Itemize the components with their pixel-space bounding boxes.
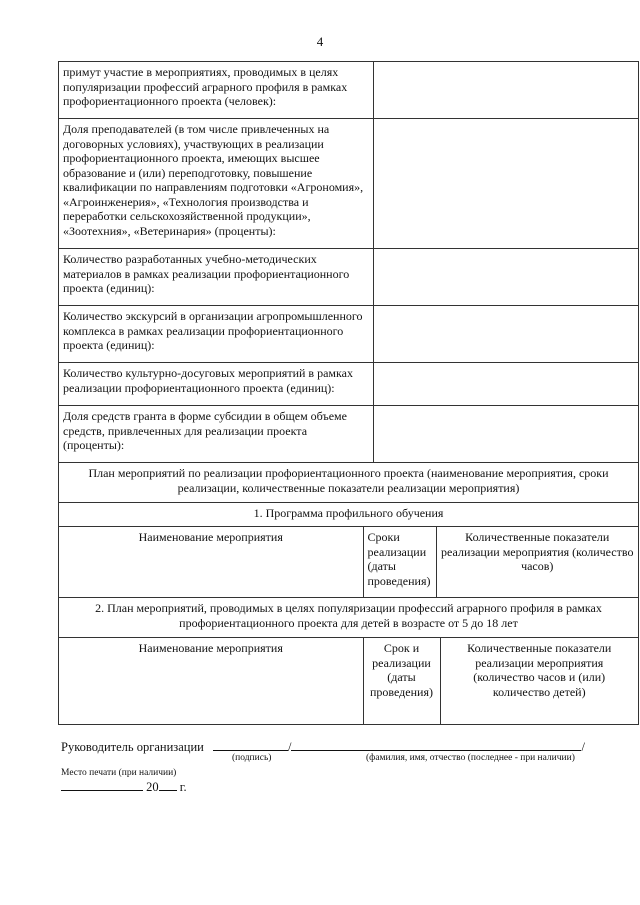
page-number: 4 [316,34,324,49]
indicator-row [59,62,639,119]
section2-col-qty: Количественные показатели реализации мероприятия (количество часов и (или) количество детей) [467,641,612,699]
section2-title: 2. План мероприятий, проводимых в целях популяризации профессий аграрного профиля в рамках профориентационного проекта для детей в возрасте от 5 до 18 лет [59,598,639,638]
section1-title: 1. Программа профильного обучения [59,503,639,527]
indicator-label: Количество разработанных учебно-методических материалов в рамках реализации профориентационного проекта (единиц): [59,249,374,306]
head-label: Руководитель организации [61,740,204,754]
stamp-caption: Место печати (при наличии) [61,768,177,778]
indicator-value[interactable] [374,363,639,406]
indicator-label: Количество культурно-досуговых мероприятий в рамках реализации профориентационного проекта (единиц): [59,363,374,406]
name-field[interactable] [291,738,581,751]
indicator-row [59,406,639,463]
section1-col-name: Наименование мероприятия [59,527,363,597]
signature-field[interactable] [213,738,288,751]
date-field[interactable] [61,778,143,791]
section1-col-dates: Сроки реализации (даты проведения) [363,527,436,597]
section1-table [59,527,638,597]
year-suffix: г. [179,780,187,794]
section2-table [59,638,638,724]
section1-col-qty: Количественные показатели реализации мероприятия (количество часов) [441,530,634,573]
signature-line: Руководитель организации / / [61,740,585,754]
name-caption: (фамилия, имя, отчество (последнее - при наличии) [366,753,575,763]
indicator-value[interactable] [374,306,639,363]
section2-col-name: Наименование мероприятия [59,638,363,724]
indicator-row [59,119,639,249]
grant-form-table [58,61,639,725]
indicator-row [59,363,639,406]
signature-caption: (подпись) [232,753,272,763]
plan-header: План мероприятий по реализации профориентационного проекта (наименование мероприятия, сроки реализации, количественные показатели реализации мероприятия) [59,463,639,503]
indicator-value[interactable] [374,119,639,249]
indicator-label: примут участие в мероприятиях, проводимых в целях популяризации профессий аграрного профиля в рамках профориентационного проекта (человек): [59,62,374,119]
date-line [61,778,187,795]
indicator-row [59,306,639,363]
year-prefix: 20 [146,780,159,794]
section2-col-dates: Срок и реализации (даты проведения) [363,638,440,724]
indicator-label: Доля преподавателей (в том числе привлеченных на договорных условиях), участвующих в реализации профориентационного проекта, имеющих высшее образование и (или) переподготовку, повышение квалификации по направлениям подготовки «Агрономия», «Агроинженерия», «Технология производства и переработки сельскохозяйственной продукции», «Зоотехния», «Ветеринария» (проценты): [59,119,374,249]
indicator-label: Доля средств гранта в форме субсидии в общем объеме средств, привлеченных для реализации проекта (проценты): [59,406,374,463]
indicator-label: Количество экскурсий в организации агропромышленного комплекса в рамках реализации профориентационного проекта (единиц): [59,306,374,363]
indicator-value[interactable] [374,62,639,119]
indicator-value[interactable] [374,249,639,306]
year-field[interactable] [159,778,177,791]
indicator-row [59,249,639,306]
indicator-value[interactable] [374,406,639,463]
